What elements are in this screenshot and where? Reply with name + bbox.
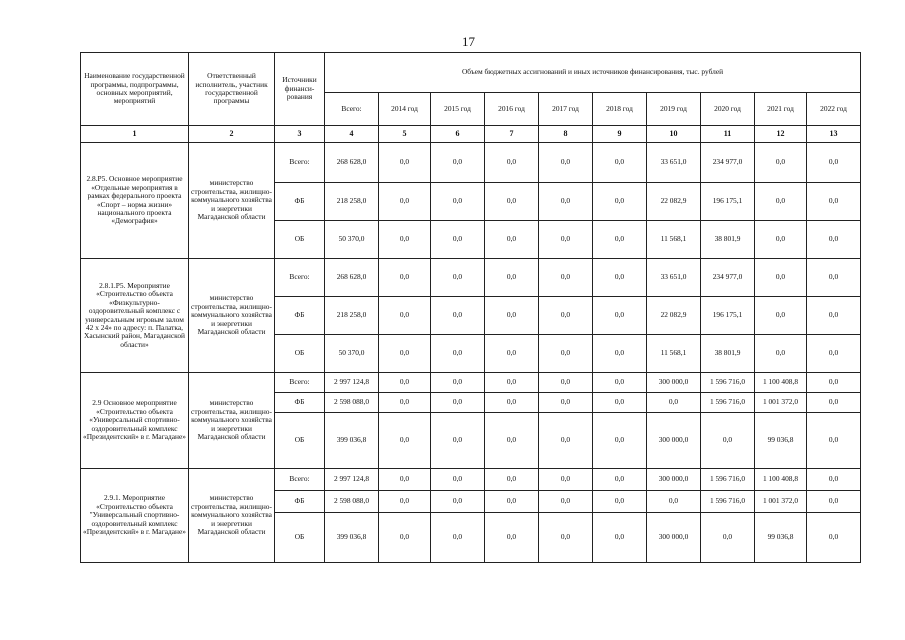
amount-cell: 0,0 (431, 469, 485, 491)
amount-cell: 0,0 (379, 221, 431, 259)
amount-cell: 0,0 (755, 297, 807, 335)
amount-cell: 11 568,1 (647, 335, 701, 373)
amount-cell: 0,0 (593, 491, 647, 513)
amount-cell: 0,0 (431, 513, 485, 563)
amount-cell: 2 598 088,0 (325, 491, 379, 513)
amount-cell: 0,0 (539, 469, 593, 491)
amount-cell: 0,0 (539, 373, 593, 393)
amount-cell: 0,0 (485, 143, 539, 183)
column-number: 7 (485, 126, 539, 143)
header-year: 2017 год (539, 93, 593, 126)
amount-cell: 38 801,9 (701, 335, 755, 373)
amount-cell: 0,0 (755, 259, 807, 297)
amount-cell: 0,0 (485, 491, 539, 513)
funding-source: ОБ (275, 513, 325, 563)
amount-cell: 0,0 (593, 393, 647, 413)
funding-source: Всего: (275, 259, 325, 297)
amount-cell: 0,0 (431, 491, 485, 513)
amount-cell: 234 977,0 (701, 143, 755, 183)
header-year: 2019 год (647, 93, 701, 126)
amount-cell: 0,0 (807, 221, 861, 259)
amount-cell: 0,0 (647, 491, 701, 513)
amount-cell: 33 651,0 (647, 259, 701, 297)
amount-cell: 0,0 (593, 297, 647, 335)
amount-cell: 0,0 (807, 373, 861, 393)
activity-name: 2.8.1.Р5. Мероприятие «Строительство объекта «Физкультурно-оздоровительный комплекс с универсальным игровым залом 42 х 24» по адресу: п. Палатка, Хасынский район, Магаданской области» (81, 259, 189, 373)
amount-cell: 0,0 (379, 143, 431, 183)
header-year: 2021 год (755, 93, 807, 126)
amount-cell: 268 628,0 (325, 259, 379, 297)
amount-cell: 0,0 (593, 259, 647, 297)
amount-cell: 1 001 372,0 (755, 491, 807, 513)
amount-cell: 0,0 (539, 513, 593, 563)
amount-cell: 99 036,8 (755, 413, 807, 469)
amount-cell: 0,0 (593, 221, 647, 259)
funding-source: ФБ (275, 491, 325, 513)
amount-cell: 0,0 (807, 183, 861, 221)
amount-cell: 0,0 (807, 297, 861, 335)
amount-cell: 0,0 (755, 183, 807, 221)
amount-cell: 1 596 716,0 (701, 469, 755, 491)
amount-cell: 0,0 (485, 469, 539, 491)
header-year: 2022 год (807, 93, 861, 126)
column-number: 5 (379, 126, 431, 143)
amount-cell: 0,0 (431, 221, 485, 259)
amount-cell: 0,0 (485, 413, 539, 469)
amount-cell: 0,0 (485, 221, 539, 259)
amount-cell: 0,0 (593, 469, 647, 491)
header-total: Всего: (325, 93, 379, 126)
executor: министерство строительства, жилищно-коммунального хозяйства и энергетики Магаданской области (189, 373, 275, 469)
activity-name: 2.9 Основное мероприятие «Строительство объекта «Универсальный спортивно-оздоровительный комплекс «Президентский» в г. Магадане» (81, 373, 189, 469)
amount-cell: 218 258,0 (325, 297, 379, 335)
amount-cell: 0,0 (807, 413, 861, 469)
amount-cell: 2 598 088,0 (325, 393, 379, 413)
amount-cell: 0,0 (539, 183, 593, 221)
amount-cell: 0,0 (755, 335, 807, 373)
funding-source: ОБ (275, 335, 325, 373)
funding-source: Всего: (275, 143, 325, 183)
funding-source: ФБ (275, 297, 325, 335)
amount-cell: 50 370,0 (325, 221, 379, 259)
table-row (81, 143, 861, 183)
column-number: 10 (647, 126, 701, 143)
amount-cell: 0,0 (379, 183, 431, 221)
amount-cell: 0,0 (379, 335, 431, 373)
amount-cell: 0,0 (539, 491, 593, 513)
amount-cell: 0,0 (807, 335, 861, 373)
header-volume: Объем бюджетных ассигнований и иных источников финансирования, тыс. рублей (325, 53, 861, 93)
header-name: Наименование государственной программы, подпрограммы, основных мероприятий, мероприятий (81, 53, 189, 126)
column-number: 12 (755, 126, 807, 143)
funding-source: ОБ (275, 413, 325, 469)
amount-cell: 0,0 (485, 259, 539, 297)
amount-cell: 0,0 (539, 393, 593, 413)
amount-cell: 0,0 (431, 335, 485, 373)
amount-cell: 0,0 (431, 259, 485, 297)
amount-cell: 0,0 (431, 183, 485, 221)
amount-cell: 0,0 (593, 143, 647, 183)
amount-cell: 0,0 (647, 393, 701, 413)
amount-cell: 0,0 (379, 393, 431, 413)
amount-cell: 196 175,1 (701, 297, 755, 335)
amount-cell: 0,0 (701, 413, 755, 469)
amount-cell: 2 997 124,8 (325, 373, 379, 393)
column-number: 1 (81, 126, 189, 143)
header-year: 2018 год (593, 93, 647, 126)
table-row (81, 469, 861, 491)
column-number: 11 (701, 126, 755, 143)
budget-table (80, 52, 861, 563)
table-row (81, 373, 861, 393)
amount-cell: 218 258,0 (325, 183, 379, 221)
header-year: 2016 год (485, 93, 539, 126)
header-year: 2020 год (701, 93, 755, 126)
amount-cell: 0,0 (379, 259, 431, 297)
header-source: Источники финанси-рования (275, 53, 325, 126)
column-number: 3 (275, 126, 325, 143)
amount-cell: 0,0 (755, 143, 807, 183)
amount-cell: 0,0 (379, 297, 431, 335)
executor: министерство строительства, жилищно-коммунального хозяйства и энергетики Магаданской области (189, 469, 275, 563)
column-number: 4 (325, 126, 379, 143)
header-executor: Ответственный исполнитель, участник государственной программы (189, 53, 275, 126)
column-number: 13 (807, 126, 861, 143)
amount-cell: 1 001 372,0 (755, 393, 807, 413)
amount-cell: 196 175,1 (701, 183, 755, 221)
amount-cell: 0,0 (485, 183, 539, 221)
funding-source: ФБ (275, 183, 325, 221)
amount-cell: 50 370,0 (325, 335, 379, 373)
amount-cell: 0,0 (593, 183, 647, 221)
amount-cell: 0,0 (539, 221, 593, 259)
funding-source: Всего: (275, 469, 325, 491)
column-number: 2 (189, 126, 275, 143)
amount-cell: 0,0 (379, 513, 431, 563)
funding-source: Всего: (275, 373, 325, 393)
page-number: 17 (462, 34, 475, 49)
amount-cell: 0,0 (807, 259, 861, 297)
amount-cell: 0,0 (431, 373, 485, 393)
amount-cell: 38 801,9 (701, 221, 755, 259)
activity-name: 2.9.1. Мероприятие «Строительство объекта "Универсальный спортивно-оздоровительный комплекс «Президентский» в г. Магадане» (81, 469, 189, 563)
amount-cell: 0,0 (807, 393, 861, 413)
activity-name: 2.8.Р5. Основное мероприятие «Отдельные мероприятия в рамках федерального проекта «Спорт – норма жизни» национального проекта «Демография» (81, 143, 189, 259)
amount-cell: 300 000,0 (647, 373, 701, 393)
amount-cell: 0,0 (431, 393, 485, 413)
amount-cell: 22 082,9 (647, 183, 701, 221)
funding-source: ФБ (275, 393, 325, 413)
amount-cell: 0,0 (379, 413, 431, 469)
amount-cell: 0,0 (485, 513, 539, 563)
column-number: 8 (539, 126, 593, 143)
amount-cell: 33 651,0 (647, 143, 701, 183)
amount-cell: 268 628,0 (325, 143, 379, 183)
amount-cell: 234 977,0 (701, 259, 755, 297)
amount-cell: 1 100 408,8 (755, 469, 807, 491)
amount-cell: 0,0 (807, 469, 861, 491)
amount-cell: 0,0 (431, 297, 485, 335)
amount-cell: 22 082,9 (647, 297, 701, 335)
amount-cell: 1 596 716,0 (701, 393, 755, 413)
amount-cell: 0,0 (379, 491, 431, 513)
amount-cell: 0,0 (379, 469, 431, 491)
amount-cell: 0,0 (807, 491, 861, 513)
table-row (81, 259, 861, 297)
executor: министерство строительства, жилищно-коммунального хозяйства и энергетики Магаданской области (189, 143, 275, 259)
amount-cell: 0,0 (431, 143, 485, 183)
amount-cell: 1 596 716,0 (701, 373, 755, 393)
amount-cell: 0,0 (593, 373, 647, 393)
amount-cell: 0,0 (485, 335, 539, 373)
amount-cell: 0,0 (593, 335, 647, 373)
amount-cell: 0,0 (539, 335, 593, 373)
amount-cell: 0,0 (379, 373, 431, 393)
header-year: 2015 год (431, 93, 485, 126)
amount-cell: 0,0 (539, 297, 593, 335)
amount-cell: 2 997 124,8 (325, 469, 379, 491)
amount-cell: 0,0 (755, 221, 807, 259)
column-number: 6 (431, 126, 485, 143)
amount-cell: 399 036,8 (325, 513, 379, 563)
amount-cell: 0,0 (807, 143, 861, 183)
amount-cell: 99 036,8 (755, 513, 807, 563)
executor: министерство строительства, жилищно-коммунального хозяйства и энергетики Магаданской области (189, 259, 275, 373)
funding-source: ОБ (275, 221, 325, 259)
header-year: 2014 год (379, 93, 431, 126)
amount-cell: 0,0 (807, 513, 861, 563)
amount-cell: 0,0 (701, 513, 755, 563)
amount-cell: 300 000,0 (647, 469, 701, 491)
amount-cell: 1 100 408,8 (755, 373, 807, 393)
amount-cell: 0,0 (593, 413, 647, 469)
amount-cell: 1 596 716,0 (701, 491, 755, 513)
amount-cell: 0,0 (539, 259, 593, 297)
amount-cell: 0,0 (539, 143, 593, 183)
amount-cell: 0,0 (539, 413, 593, 469)
amount-cell: 0,0 (431, 413, 485, 469)
column-number: 9 (593, 126, 647, 143)
amount-cell: 0,0 (485, 393, 539, 413)
amount-cell: 0,0 (485, 373, 539, 393)
amount-cell: 0,0 (593, 513, 647, 563)
amount-cell: 0,0 (485, 297, 539, 335)
amount-cell: 11 568,1 (647, 221, 701, 259)
amount-cell: 300 000,0 (647, 413, 701, 469)
amount-cell: 300 000,0 (647, 513, 701, 563)
amount-cell: 399 036,8 (325, 413, 379, 469)
